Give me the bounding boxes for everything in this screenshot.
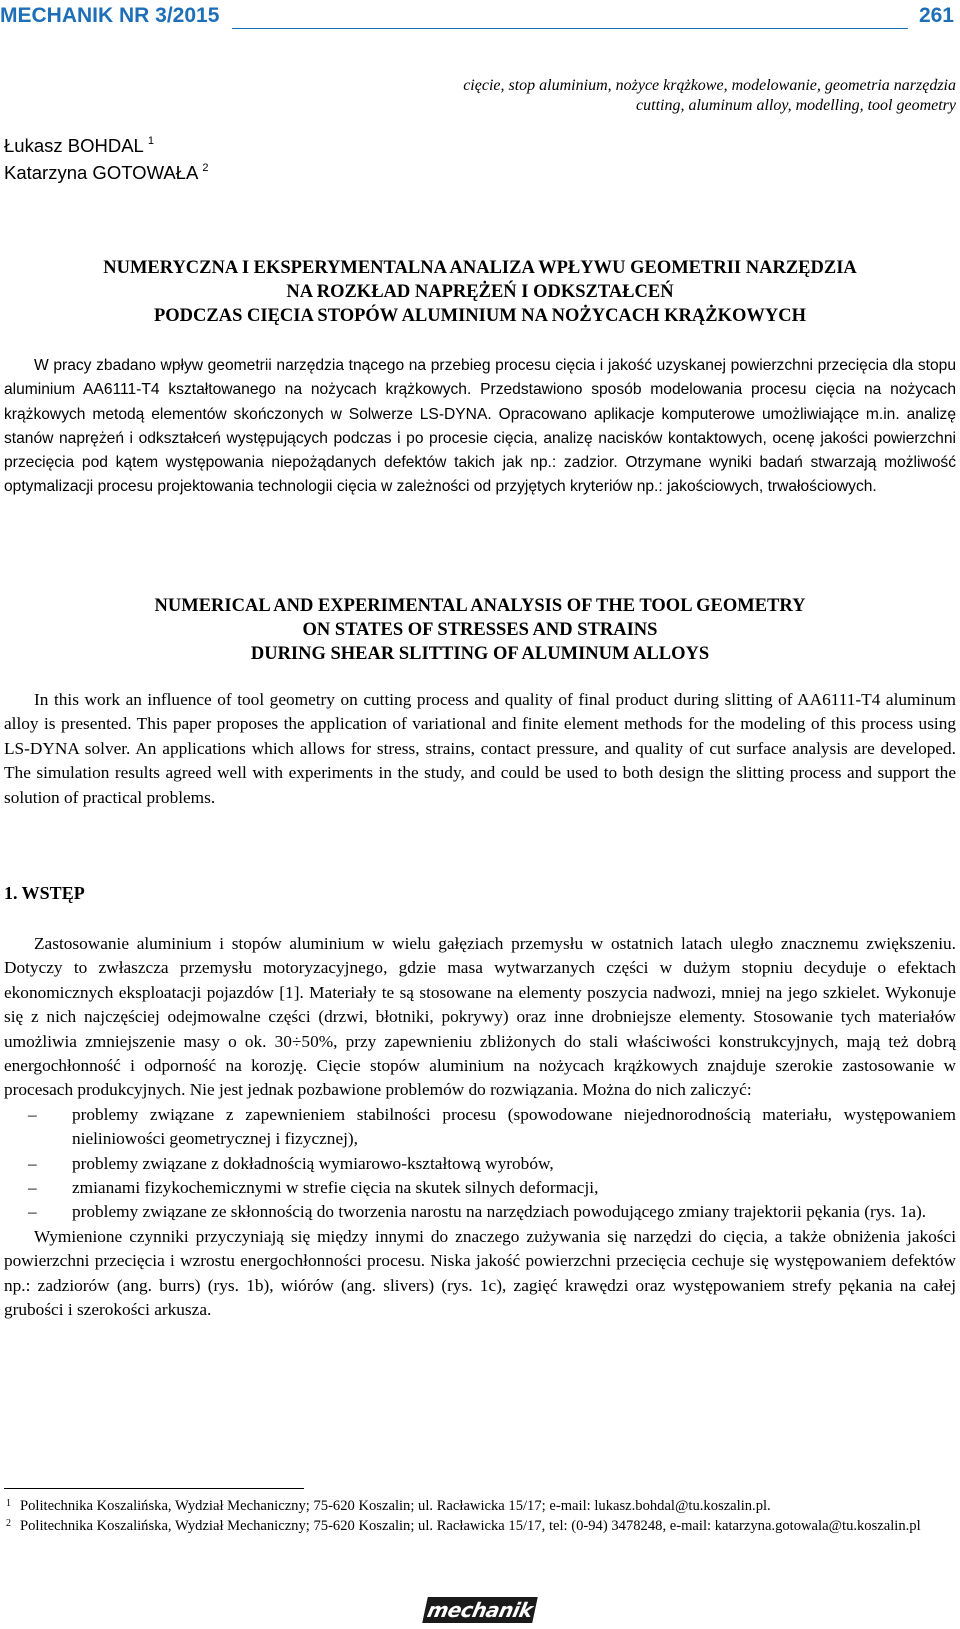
list-item — [4, 1103, 956, 1152]
title-english — [0, 594, 960, 666]
footnote-mark: 1 — [6, 1498, 11, 1509]
list-item-text: zmianami fizykochemicznymi w strefie cięcia na skutek silnych deformacji, — [72, 1178, 599, 1198]
section-body — [4, 932, 956, 1323]
keywords-en: cutting, aluminum alloy, modelling, tool geometry — [636, 97, 956, 114]
abstract-english: In this work an influence of tool geometry on cutting process and quality of final product during slitting of AA6111-T4 aluminum alloy is presented. This paper proposes the application of variational and finite element methods for the modeling of this process using LS-DYNA solver. An applications which allows for stress, strains, contact pressure, and quality of cut surface analysis are developed. The simulation results agreed well with experiments in the study, and could be used to both design the slitting process and support the solution of practical problems. — [4, 690, 956, 807]
page-header — [0, 4, 960, 34]
title-line: ON STATES OF STRESSES AND STRAINS — [302, 620, 658, 640]
footnote-rule — [4, 1488, 304, 1489]
title-line: PODCZAS CIĘCIA STOPÓW ALUMINIUM NA NOŻYCACH KRĄŻKOWYCH — [153, 306, 807, 326]
list-item — [4, 1200, 956, 1224]
list-item-text: problemy związane z dokładnością wymiarowo-kształtową wyrobów, — [72, 1153, 554, 1173]
list-dash: – — [28, 1202, 37, 1222]
title-polish — [0, 256, 960, 328]
footnote-text: Politechnika Koszalińska, Wydział Mechaniczny; 75-620 Koszalin; ul. Racławicka 15/17; e-mail: lukasz.bohdal@tu.koszalin.pl. — [20, 1498, 771, 1514]
list-item-text: problemy związane ze skłonnością do tworzenia narostu na narzędziach powodującego zmiany trajektorii pękania (rys. 1a). — [72, 1202, 927, 1222]
abstract-polish: W pracy zbadano wpływ geometrii narzędzia tnącego na przebieg procesu cięcia i jakość uzyskanej powierzchni przecięcia dla stopu aluminium AA6111-T4 kształtowanego na nożycach krążkowych. Przedstawiono sposób modelowania procesu cięcia na nożycach krążkowych metodą elementów skończonych w Solwerze LS-DYNA. Opracowano aplikacje komputerowe umożliwiające m.in. analizę stanów naprężeń i odkształceń występujących podczas i po procesie cięcia, analizę nacisków kontaktowych, ocenę jakości powierzchni przecięcia pod kątem występowania niepożądanych defektów takich jak np.: zadzior. Otrzymane wyniki badań stwarzają możliwość optymalizacji procesu projektowania technologii cięcia w zależności od przyjętych kryteriów np.: jakościowych, trwałościowych. — [4, 357, 956, 496]
author-1 — [4, 130, 208, 157]
body-paragraph: Zastosowanie aluminium i stopów aluminium w wielu gałęziach przemysłu w ostatnich latach uległo znacznemu zwiększeniu. Dotyczy to zwłaszcza przemysłu motoryzacyjnego, gdzie masa wytwarzanych części w dużym stopniu decyduje o efektach ekonomicznych eksploatacji pojazdów [1]. Materiały te są stosowane na elementy poszycia nadwozi, mniej na jego szkielet. Wykonuje się z nich najczęściej odejmowalne części (drzwi, błotniki, pokrywy) oraz inne drobniejsze elementy. Stosowanie tych materiałów umożliwia zmniejszenie masy o ok. 30÷50%, przy zapewnieniu zbliżonych do stali właściwości konstrukcyjnych, mają też dobrą energochłonność i odporność na korozję. Cięcie stopów aluminium na nożycach krążkowych znajduje szerokie zastosowanie w procesach produkcyjnych. Nie jest jednak pozbawione problemów do rozwiązania. Można do nich zaliczyć: — [4, 934, 956, 1100]
footnote-2 — [4, 1517, 956, 1537]
keywords-pl: cięcie, stop aluminium, nożyce krążkowe, modelowanie, geometria narzędzia — [463, 77, 956, 94]
footnotes — [4, 1497, 956, 1536]
list-item — [4, 1176, 956, 1200]
list-dash: – — [28, 1153, 37, 1173]
author-footnote-mark: 1 — [147, 135, 154, 147]
author-name: Łukasz BOHDAL — [4, 135, 144, 156]
list-item — [4, 1152, 956, 1176]
title-line: NUMERYCZNA I EKSPERYMENTALNA ANALIZA WPŁYWU GEOMETRII NARZĘDZIA — [103, 258, 857, 278]
footnote-1 — [4, 1497, 956, 1517]
page-number: 261 — [918, 4, 954, 27]
list-dash: – — [28, 1104, 37, 1124]
problem-list — [4, 1103, 956, 1225]
title-line: NUMERICAL AND EXPERIMENTAL ANALYSIS OF THE TOOL GEOMETRY — [154, 596, 806, 616]
footnote-mark: 2 — [6, 1517, 11, 1529]
list-item-text: problemy związane z zapewnieniem stabilności procesu (spowodowane niejednorodnością materiału, występowaniem nieliniowości geometrycznej i fizycznej), — [72, 1104, 956, 1149]
title-line: DURING SHEAR SLITTING OF ALUMINUM ALLOYS — [250, 644, 710, 664]
title-line: NA ROZKŁAD NAPRĘŻEŃ I ODKSZTAŁCEŃ — [286, 282, 674, 302]
list-dash: – — [28, 1178, 37, 1198]
author-footnote-mark: 2 — [202, 162, 209, 174]
section-heading: 1. WSTĘP — [4, 883, 85, 903]
body-paragraph: Wymienione czynniki przyczyniają się między innymi do znaczego zużywania się narzędzi do cięcia, a także obniżenia jakości powierzchni przecięcia i wzrostu energochłonności procesu. Niska jakość powierzchni przecięcia cechuje się występowaniem defektów np.: zadziorów (ang. burrs) (rys. 1b), wiórów (ang. slivers) (rys. 1c), zagięć krawędzi oraz występowaniem strefy pękania na całej grubości i szerokości arkusza. — [4, 1226, 956, 1320]
journal-title: MECHANIK NR 3/2015 — [0, 4, 220, 27]
authors-block — [4, 130, 208, 184]
author-name: Katarzyna GOTOWAŁA — [4, 162, 199, 183]
author-2 — [4, 157, 208, 184]
footnote-text: Politechnika Koszalińska, Wydział Mechaniczny; 75-620 Koszalin; ul. Racławicka 15/17, tel: (0-94) 3478248, e-mail: katarzyna.gotowala@tu.koszalin.pl — [20, 1517, 921, 1534]
header-rule — [232, 28, 908, 29]
mechanik-logo — [422, 1597, 538, 1623]
keywords-block — [463, 76, 956, 116]
logo-text: mechanik — [425, 1598, 535, 1622]
